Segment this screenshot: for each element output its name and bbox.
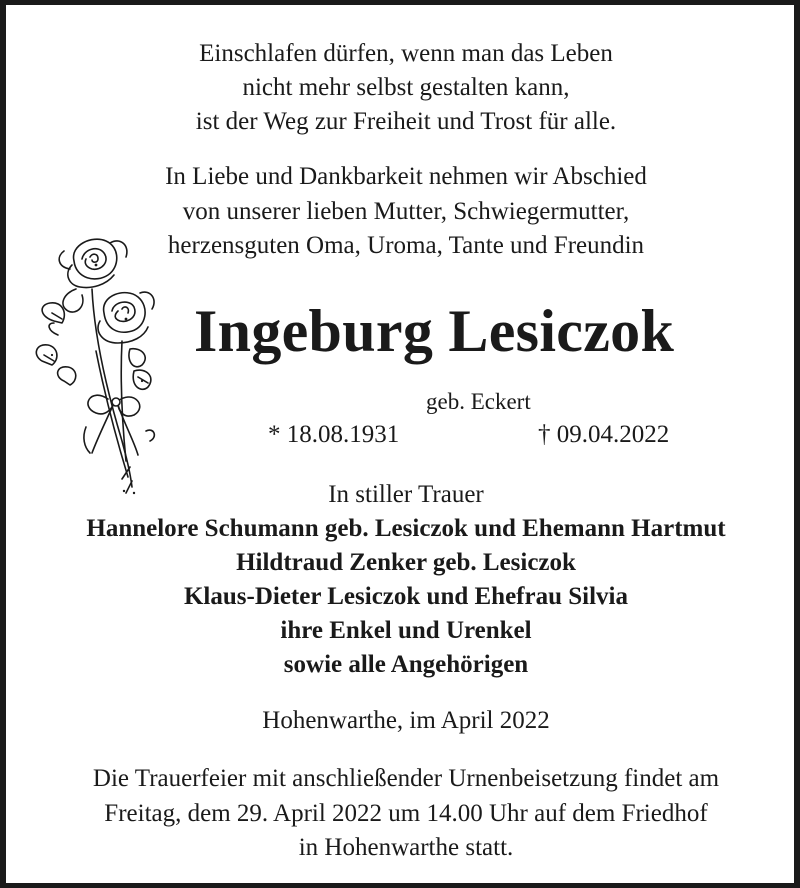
maiden-name: geb. Eckert	[426, 389, 531, 414]
mourner-line-5: sowie alle Angehörigen	[283, 651, 529, 678]
death-date: † 09.04.2022	[538, 421, 670, 448]
poem-line-3: ist der Weg zur Freiheit und Trost für alle.	[195, 108, 617, 135]
ceremony-line-1: Die Trauerfeier mit anschließender Urnenbeisetzung findet am	[92, 765, 720, 792]
ceremony-line-3: in Hohenwarthe statt.	[298, 834, 514, 861]
mourning-heading: In stiller Trauer	[328, 481, 484, 508]
deceased-name: Ingeburg Lesiczok	[194, 298, 675, 364]
place-date: Hohenwarthe, im April 2022	[262, 707, 550, 734]
mourner-line-1: Hannelore Schumann geb. Lesiczok und Ehemann Hartmut	[86, 515, 726, 542]
ceremony-line-2: Freitag, dem 29. April 2022 um 14.00 Uhr auf dem Friedhof	[104, 800, 708, 827]
intro-line-3: herzensguten Oma, Uroma, Tante und Freundin	[167, 232, 645, 259]
birth-date: * 18.08.1931	[268, 421, 400, 448]
poem-line-1: Einschlafen dürfen, wenn man das Leben	[199, 40, 613, 67]
mourner-line-4: ihre Enkel und Urenkel	[280, 617, 532, 644]
intro-line-2: von unserer lieben Mutter, Schwiegermutter,	[182, 198, 630, 225]
intro-line-1: In Liebe und Dankbarkeit nehmen wir Abschied	[165, 163, 647, 190]
mourner-line-2: Hildtraud Zenker geb. Lesiczok	[236, 549, 576, 576]
rose-icon	[34, 231, 164, 497]
mourner-line-3: Klaus-Dieter Lesiczok und Ehefrau Silvia	[183, 583, 628, 610]
poem-line-2: nicht mehr selbst gestalten kann,	[242, 74, 570, 101]
